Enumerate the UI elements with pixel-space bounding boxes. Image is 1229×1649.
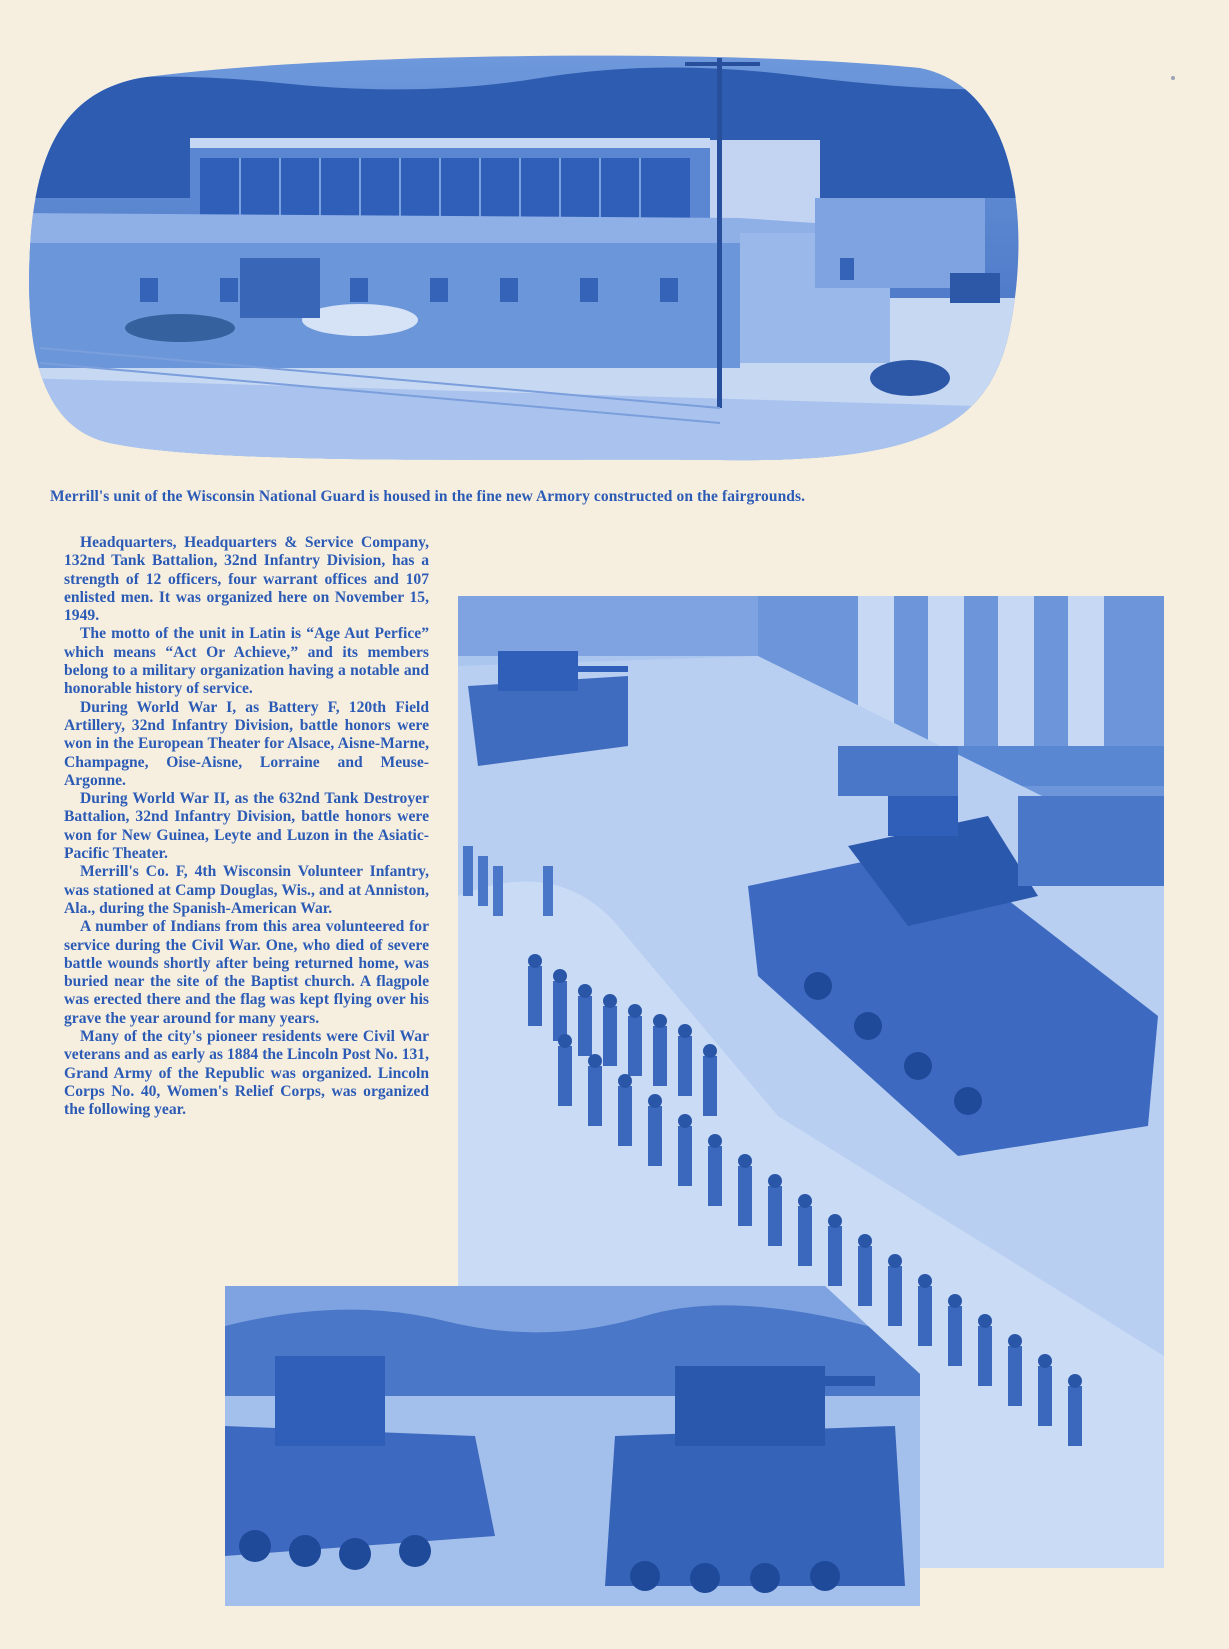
paper-speck	[1171, 76, 1175, 80]
photo-caption: Merrill's unit of the Wisconsin National Guard is housed in the fine new Armory constructed on the fairgrounds.	[50, 488, 806, 505]
armory-photo	[20, 48, 1040, 468]
article-paragraph: A number of Indians from this area volunteered for service during the Civil War. One, who died of severe battle wounds shortly after being returned home, was buried near the site of the Baptist church. A flagpole was erected there and the flag was kept flying over his grave the year around for many years.	[64, 918, 429, 1027]
article-paragraph: Headquarters, Headquarters & Service Company, 132nd Tank Battalion, 32nd Infantry Division, has a strength of 12 officers, four warrant offices and 107 enlisted men. It was organized here on November 15, 1949.	[64, 534, 429, 625]
article-paragraph: During World War II, as the 632nd Tank Destroyer Battalion, 32nd Infantry Division, battle honors were won for New Guinea, Leyte and Luzon in the Asiatic-Pacific Theater.	[64, 790, 429, 863]
article-body	[64, 534, 429, 1120]
article-paragraph: Merrill's Co. F, 4th Wisconsin Volunteer Infantry, was stationed at Camp Douglas, Wis., and at Anniston, Ala., during the Spanish-American War.	[64, 863, 429, 917]
tanks-photo	[225, 1286, 920, 1606]
article-paragraph: Many of the city's pioneer residents were Civil War veterans and as early as 1884 the Lincoln Post No. 131, Grand Army of the Republic was organized. Lincoln Corps No. 40, Women's Relief Corps, was organized the following year.	[64, 1028, 429, 1119]
article-paragraph: The motto of the unit in Latin is “Age Aut Perfice” which means “Act Or Achieve,” and its members belong to a military organization having a notable and honorable history of service.	[64, 625, 429, 698]
article-paragraph: During World War I, as Battery F, 120th Field Artillery, 32nd Infantry Division, battle honors were won in the European Theater for Alsace, Aisne-Marne, Champagne, Oise-Aisne, Lorraine and Meuse-Argonne.	[64, 698, 429, 789]
